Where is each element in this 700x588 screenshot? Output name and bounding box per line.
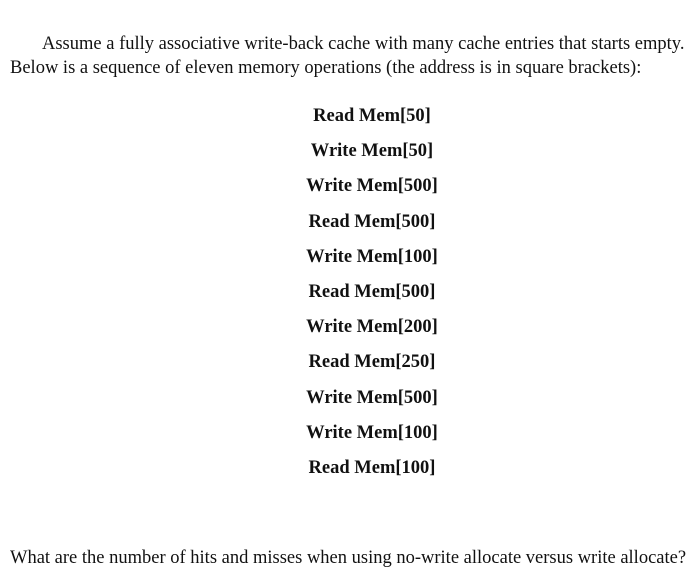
memory-operation: Write Mem[100] xyxy=(306,422,438,443)
memory-operation: Read Mem[500] xyxy=(308,211,436,232)
memory-operation: Write Mem[500] xyxy=(306,176,438,197)
memory-operation: Read Mem[100] xyxy=(308,457,436,478)
question-text: What are the number of hits and misses when using no-write allocate versus write allocate? xyxy=(10,547,687,568)
memory-operation: Read Mem[50] xyxy=(313,106,431,126)
intro-paragraph xyxy=(10,32,694,80)
intro-line-2: Below is a sequence of eleven memory operations (the address is in square brackets): xyxy=(10,57,642,78)
memory-operation: Read Mem[500] xyxy=(308,281,436,302)
intro-line-1: Assume a fully associative write-back cache with many cache entries that starts empty. xyxy=(42,33,685,54)
memory-operation-list xyxy=(0,104,700,491)
memory-operation: Read Mem[250] xyxy=(308,352,436,373)
memory-operation: Write Mem[100] xyxy=(306,246,438,267)
memory-operation: Write Mem[50] xyxy=(310,141,434,162)
memory-operation: Write Mem[500] xyxy=(306,387,438,408)
memory-operation: Write Mem[200] xyxy=(306,317,438,338)
